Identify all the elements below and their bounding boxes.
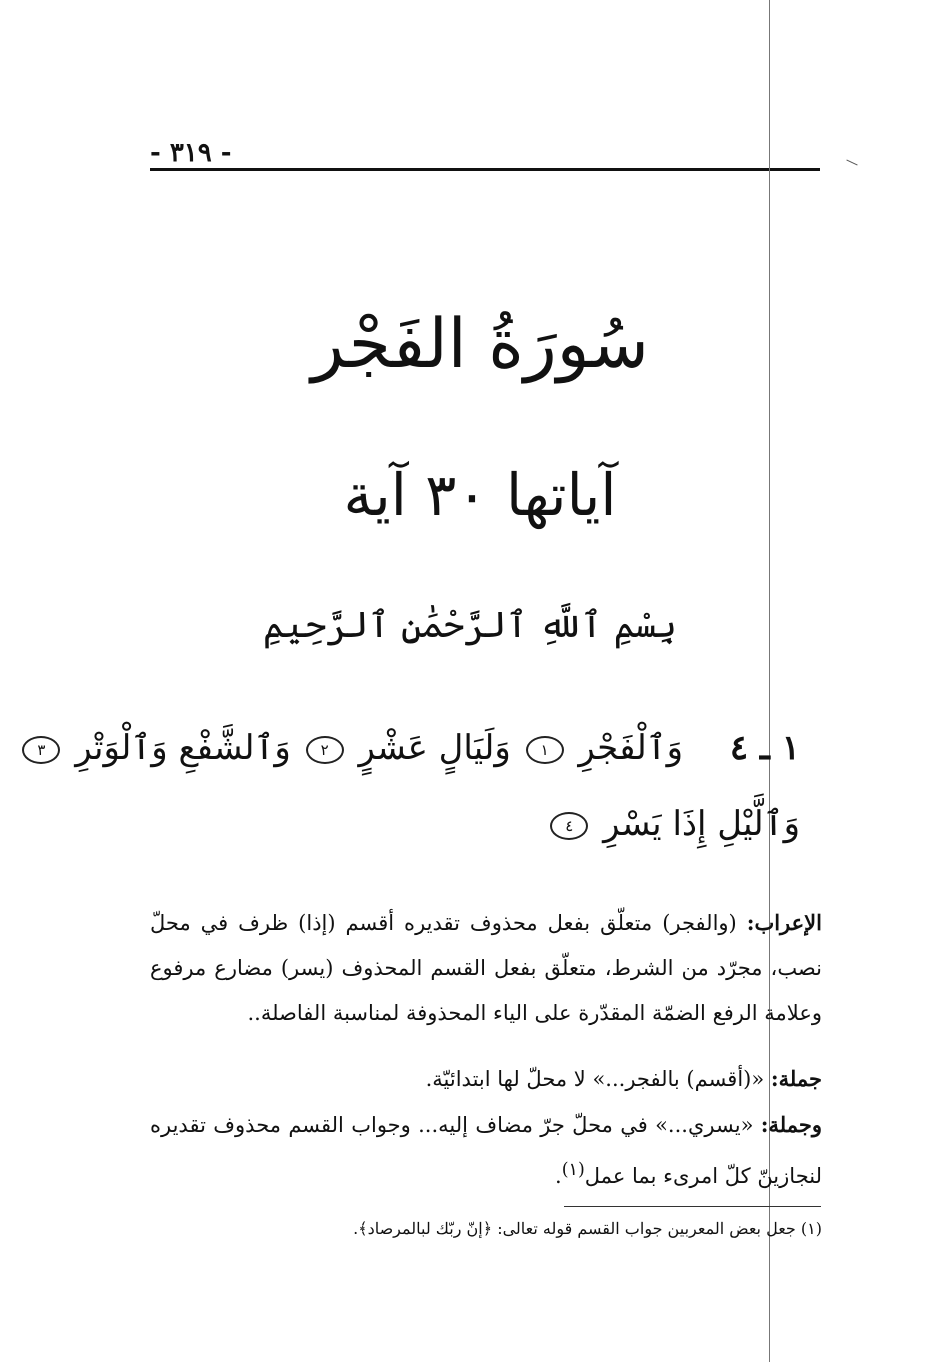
ayah-number-mark: ١ (526, 736, 564, 764)
verse-text: وَلَيَالٍ عَشْرٍ (358, 728, 511, 768)
scan-mark (846, 160, 857, 166)
sentence-text: «يسري...» في محلّ جرّ مضاف إليه... وجواب القسم محذوف تقديره لنجازينّ كلّ امرىء بما عمل (150, 1113, 822, 1188)
verse-count: آياتها ٣٠ آية (343, 461, 617, 529)
sentence-label: جملة: (770, 1066, 822, 1091)
verse-line-2 (190, 798, 800, 850)
verse-line-1 (37, 722, 800, 774)
verse-text: وَٱلشَّفْعِ وَٱلْوَتْرِ (75, 728, 291, 768)
irab-paragraph (150, 900, 822, 1036)
basmala: بِسْمِ ٱللَّهِ ٱلرَّحْمَٰنِ ٱلرَّحِيمِ (262, 605, 678, 646)
sentence-end: . (555, 1164, 562, 1188)
irab-text: (والفجر) متعلّق بفعل محذوف تقديره أقسم (إذا) ظرف في محلّ نصب، مجرّد من الشرط، متعلّق بفعل القسم المحذوف (يسر) مضارع مرفوع وعلامة الرفع الضمّة المقدّرة على الياء المحذوفة لمناسبة الفاصلة.. (150, 911, 822, 1025)
footnote-number: (١) (800, 1219, 822, 1238)
sentence-text: «(أقسم) بالفجر...» لا محلّ لها ابتدائيّة. (425, 1067, 765, 1091)
ayah-number-mark: ٤ (550, 812, 588, 840)
verse-text: وَٱلَّيْلِ إِذَا يَسْرِ (603, 804, 800, 844)
ayah-number-mark: ٢ (306, 736, 344, 764)
header-rule (150, 168, 820, 171)
footnote-text: جعل بعض المعربين جواب القسم قوله تعالى: ﴿إنّ ربّك لبالمرصاد﴾. (353, 1219, 796, 1238)
footnote-rule (564, 1206, 821, 1207)
page-number: - ٣١٩ - (150, 138, 232, 168)
ayah-number-mark: ٣ (22, 736, 60, 764)
verse-range: ١ ـ ٤ (729, 728, 800, 768)
verse-text: وَٱلْفَجْرِ (578, 728, 684, 768)
footnote (300, 1214, 822, 1244)
sentence-analysis-1 (150, 1056, 822, 1102)
footnote-reference[interactable]: (١) (561, 1160, 585, 1180)
sentence-analysis-2 (150, 1102, 822, 1199)
surah-title: سُورَةُ الفَجْر (311, 305, 649, 384)
irab-label: الإعراب: (746, 910, 822, 935)
sentence-label: وجملة: (760, 1112, 822, 1137)
